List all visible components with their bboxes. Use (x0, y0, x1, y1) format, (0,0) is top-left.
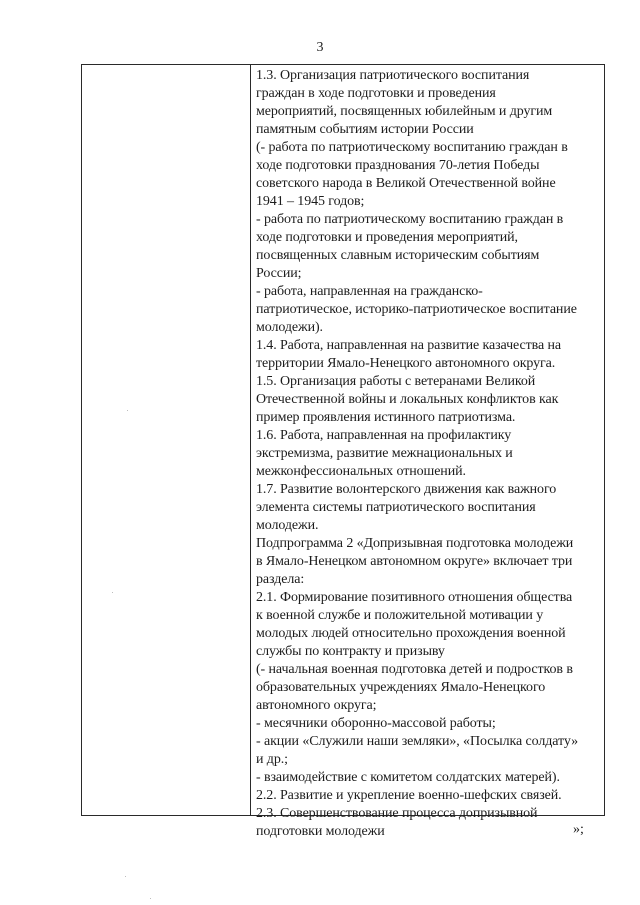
text-line: пример проявления истинного патриотизма. (256, 410, 516, 425)
table-left-cell (82, 65, 251, 815)
text-line: памятным событиям истории России (256, 122, 474, 137)
page-number: 3 (316, 40, 324, 55)
scan-speck (127, 410, 128, 411)
text-line: подготовки молодежи (256, 824, 385, 839)
text-line: мероприятий, посвященных юбилейным и другим (256, 104, 553, 119)
text-line: 1.7. Развитие волонтерского движения как важного (256, 482, 557, 497)
text-line: 2.3. Совершенствование процесса допризывной (256, 806, 538, 821)
text-line: - работа, направленная на гражданско- (256, 284, 483, 299)
text-line: службы по контракту и призыву (256, 644, 445, 659)
text-line: посвященных славным историческим событиям (256, 248, 540, 263)
text-line: 1.5. Организация работы с ветеранами Великой (256, 374, 536, 389)
text-line: Отечественной войны и локальных конфликтов как (256, 392, 559, 407)
text-line: элемента системы патриотического воспитания (256, 500, 536, 515)
text-line: 1941 – 1945 годов; (256, 194, 365, 209)
text-line: молодежи. (256, 518, 319, 533)
text-line: Подпрограмма 2 «Допризывная подготовка молодежи (256, 536, 574, 551)
text-line: к военной службе и положительной мотивации у (256, 608, 544, 623)
text-line: раздела: (256, 572, 305, 587)
text-line: 2.2. Развитие и укрепление военно-шефских связей. (256, 788, 562, 803)
text-line: - работа по патриотическому воспитанию граждан в (256, 212, 564, 227)
text-line: ходе подготовки и проведения мероприятий, (256, 230, 518, 245)
table-right-cell (251, 65, 604, 839)
text-line: советского народа в Великой Отечественной войне (256, 176, 556, 191)
scan-speck (112, 592, 113, 593)
text-line: (- начальная военная подготовка детей и подростков в (256, 662, 573, 677)
text-line: территории Ямало-Ненецкого автономного округа. (256, 356, 556, 371)
text-line: - месячники оборонно-массовой работы; (256, 716, 496, 731)
scan-speck (125, 876, 126, 877)
text-line: межконфессиональных отношений. (256, 464, 466, 479)
text-line: патриотическое, историко-патриотическое воспитание (256, 302, 577, 317)
document-table (81, 64, 605, 839)
text-line: - акции «Служили наши земляки», «Посылка солдату» (256, 734, 578, 749)
closing-quote-mark: »; (573, 822, 584, 837)
text-line: молодых людей относительно прохождения военной (256, 626, 566, 641)
text-line: 2.1. Формирование позитивного отношения общества (256, 590, 573, 605)
text-line: (- работа по патриотическому воспитанию граждан в (256, 140, 568, 155)
text-line: граждан в ходе подготовки и проведения (256, 86, 496, 101)
text-line: России; (256, 266, 302, 281)
text-line: 1.3. Организация патриотического воспитания (256, 68, 530, 83)
text-line: в Ямало-Ненецком автономном округе» включает три (256, 554, 573, 569)
text-line: экстремизма, развитие межнациональных и (256, 446, 513, 461)
text-line: 1.4. Работа, направленная на развитие казачества на (256, 338, 561, 353)
text-line: ходе подготовки празднования 70-летия Победы (256, 158, 540, 173)
scan-speck (150, 898, 151, 899)
text-line: и др.; (256, 752, 288, 767)
text-line: - взаимодействие с комитетом солдатских матерей). (256, 770, 560, 785)
text-line: образовательных учреждениях Ямало-Ненецкого (256, 680, 546, 695)
text-line: автономного округа; (256, 698, 377, 713)
text-line: молодежи). (256, 320, 323, 335)
text-line: 1.6. Работа, направленная на профилактику (256, 428, 512, 443)
